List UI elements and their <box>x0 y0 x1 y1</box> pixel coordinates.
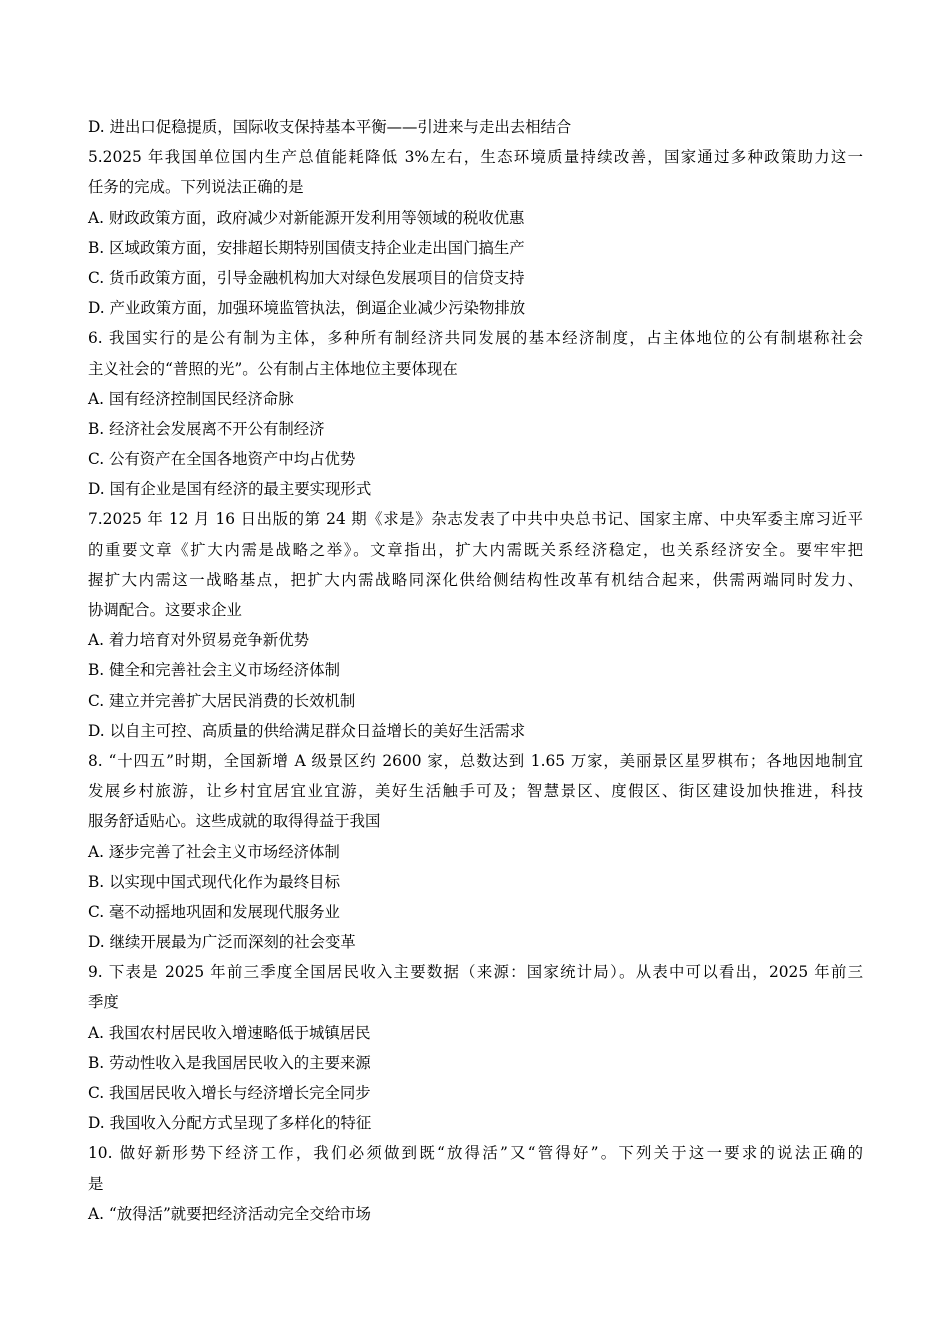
question-7-stem-line-4: 协调配合。这要求企业 <box>88 601 242 619</box>
question-text-block <box>88 112 863 1229</box>
option-a-q5: A. 财政政策方面，政府减少对新能源开发利用等领域的税收优惠 <box>88 208 525 227</box>
question-10-stem-line-2: 是 <box>88 1174 104 1193</box>
option-d-q6: D. 国有企业是国有经济的最主要实现形式 <box>88 480 372 499</box>
option-c-q7: C. 建立并完善扩大居民消费的长效机制 <box>88 691 356 710</box>
option-a-q6: A. 国有经济控制国民经济命脉 <box>88 389 294 408</box>
option-b-q5: B. 区域政策方面，安排超长期特别国债支持企业走出国门搞生产 <box>88 238 525 257</box>
question-9-stem-line-1: 9. 下表是 2025 年前三季度全国居民收入主要数据（来源：国家统计局）。从表中可以看出，2025 年前三 <box>88 963 863 982</box>
question-8-stem-line-1: 8. “十四五”时期，全国新增 A 级景区约 2600 家，总数达到 1.65 万家，美丽景区星罗棋布；各地因地制宜 <box>88 751 863 770</box>
option-a-q8: A. 逐步完善了社会主义市场经济体制 <box>88 842 340 861</box>
option-b-q8: B. 以实现中国式现代化作为最终目标 <box>88 872 340 891</box>
question-6-stem-line-2: 主义社会的“普照的光”。公有制占主体地位主要体现在 <box>88 359 458 378</box>
option-d-q8: D. 继续开展最为广泛而深刻的社会变革 <box>88 933 356 952</box>
option-c-q8: C. 毫不动摇地巩固和发展现代服务业 <box>88 902 340 921</box>
question-6-stem-line-1: 6. 我国实行的是公有制为主体，多种所有制经济共同发展的基本经济制度，占主体地位的公有制堪称社会 <box>88 329 863 348</box>
option-c-q9: C. 我国居民收入增长与经济增长完全同步 <box>88 1084 371 1102</box>
option-d-q5: D. 产业政策方面，加强环境监管执法，倒逼企业减少污染物排放 <box>88 299 526 318</box>
question-7-stem-line-1: 7.2025 年 12 月 16 日出版的第 24 期《求是》杂志发表了中共中央总书记、国家主席、中央军委主席习近平 <box>88 510 863 529</box>
question-7-stem-line-2: 的重要文章《扩大内需是战略之举》。文章指出，扩大内需既关系经济稳定，也关系经济安全。要牢牢把 <box>88 540 863 559</box>
question-5-stem-line-1: 5.2025 年我国单位国内生产总值能耗降低 3%左右，生态环境质量持续改善，国家通过多种政策助力这一 <box>88 148 863 167</box>
option-d-q4: D. 进出口促稳提质，国际收支保持基本平衡——引进来与走出去相结合 <box>88 118 572 136</box>
option-c-q6: C. 公有资产在全国各地资产中均占优势 <box>88 450 356 469</box>
question-5-stem-line-2: 任务的完成。下列说法正确的是 <box>88 178 304 197</box>
question-8-stem-line-3: 服务舒适贴心。这些成就的取得得益于我国 <box>88 812 381 831</box>
question-10-stem-line-1: 10. 做好新形势下经济工作，我们必须做到既“放得活”又“管得好”。下列关于这一要求的说法正确的 <box>88 1144 863 1163</box>
question-9-stem-line-2: 季度 <box>88 993 119 1012</box>
option-a-q7: A. 着力培育对外贸易竞争新优势 <box>88 631 309 650</box>
option-d-q9: D. 我国收入分配方式呈现了多样化的特征 <box>88 1114 372 1133</box>
option-b-q7: B. 健全和完善社会主义市场经济体制 <box>88 661 340 680</box>
option-c-q5: C. 货币政策方面，引导金融机构加大对绿色发展项目的信贷支持 <box>88 268 525 287</box>
option-b-q6: B. 经济社会发展离不开公有制经济 <box>88 419 325 438</box>
option-d-q7: D. 以自主可控、高质量的供给满足群众日益增长的美好生活需求 <box>88 721 526 740</box>
option-a-q9: A. 我国农村居民收入增速略低于城镇居民 <box>88 1023 371 1042</box>
option-b-q9: B. 劳动性收入是我国居民收入的主要来源 <box>88 1053 371 1072</box>
option-a-q10: A. “放得活”就要把经济活动完全交给市场 <box>88 1204 371 1223</box>
question-7-stem-line-3: 握扩大内需这一战略基点，把扩大内需战略同深化供给侧结构性改革有机结合起来，供需两端同时发力、 <box>88 570 863 589</box>
question-8-stem-line-2: 发展乡村旅游，让乡村宜居宜业宜游，美好生活触手可及；智慧景区、度假区、街区建设加快推进，科技 <box>88 782 863 801</box>
